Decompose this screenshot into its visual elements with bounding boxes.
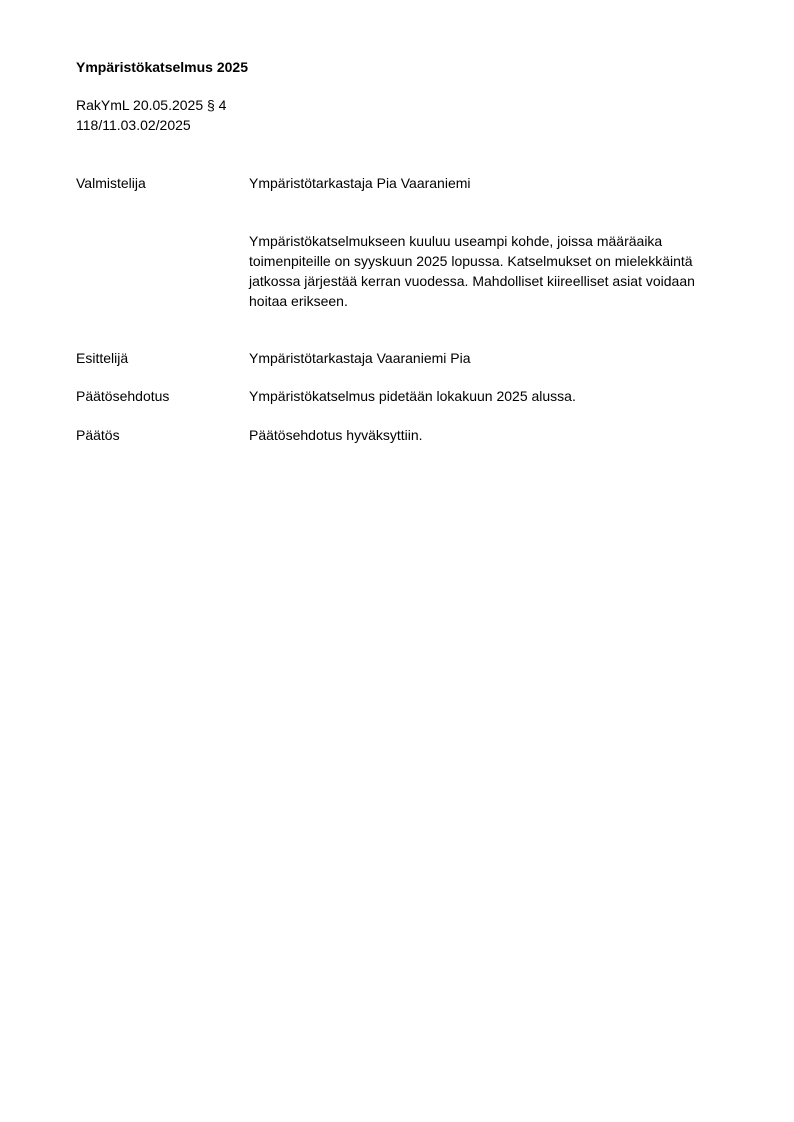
presenter-label: Esittelijä (76, 350, 129, 366)
presenter-value: Ympäristötarkastaja Vaaraniemi Pia (249, 350, 471, 366)
proposal-value: Ympäristökatselmus pidetään lokakuun 2025 alussa. (249, 388, 576, 404)
description-line: hoitaa erikseen. (249, 293, 348, 309)
document-title: Ympäristökatselmus 2025 (76, 59, 248, 75)
decision-value: Päätösehdotus hyväksyttiin. (249, 427, 423, 443)
preparer-value: Ympäristötarkastaja Pia Vaaraniemi (249, 175, 471, 191)
description-line: toimenpiteille on syyskuun 2025 lopussa. Katselmukset on mielekkäintä (249, 253, 693, 269)
case-number: 118/11.03.02/2025 (76, 117, 191, 133)
decision-label: Päätös (76, 427, 120, 443)
proposal-label: Päätösehdotus (76, 388, 170, 404)
preparer-label: Valmistelija (76, 175, 146, 191)
description-line: jatkossa järjestää kerran vuodessa. Mahdolliset kiireelliset asiat voidaan (249, 273, 695, 289)
description-paragraph (249, 231, 729, 311)
description-line: Ympäristökatselmukseen kuuluu useampi kohde, joissa määräaika (249, 233, 663, 249)
meeting-reference: RakYmL 20.05.2025 § 4 (76, 97, 227, 113)
